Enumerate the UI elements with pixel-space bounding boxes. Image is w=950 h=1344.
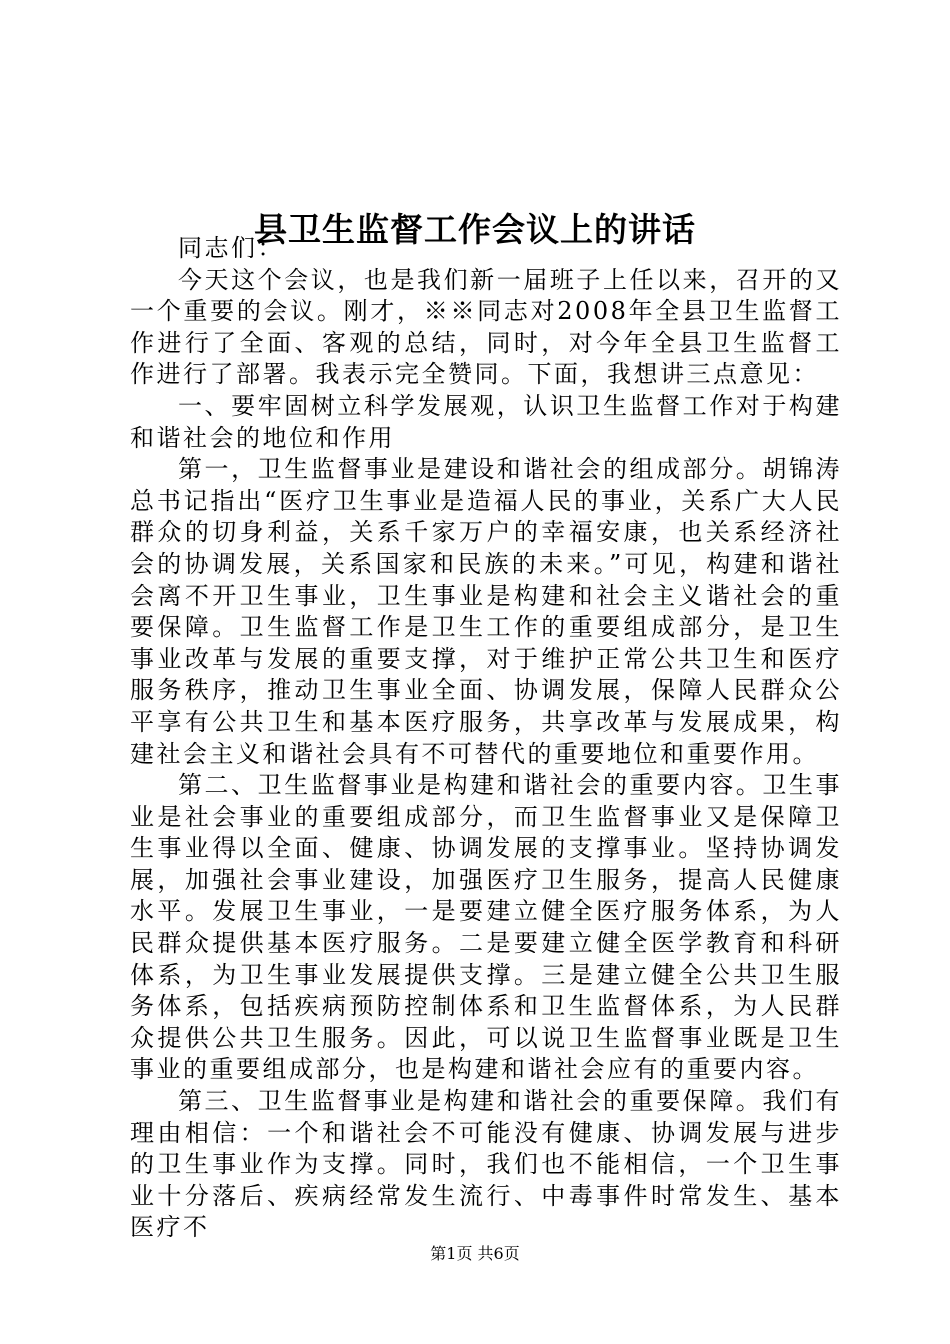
section-heading-1: 一、要牢固树立科学发展观，认识卫生监督工作对于构建和谐社会的地位和作用 <box>130 391 842 452</box>
paragraph-point-2: 第二、卫生监督事业是构建和谐社会的重要内容。卫生事业是社会事业的重要组成部分，而卫生监督事业又是保障卫生事业得以全面、健康、协调发展的支撑事业。坚持协调发展，加强社会事业建设，加强医疗卫生服务，提高人民健康水平。发展卫生事业，一是要建立健全医疗服务体系，为人民群众提供基本医疗服务。二是要建立健全医学教育和科研体系，为卫生事业发展提供支撑。三是建立健全公共卫生服务体系，包括疾病预防控制体系和卫生监督体系，为人民群众提供公共卫生服务。因此，可以说卫生监督事业既是卫生事业的重要组成部分，也是构建和谐社会应有的重要内容。 <box>130 771 842 1084</box>
document-title: 县卫生监督工作会议上的讲话 <box>254 210 696 250</box>
document-body <box>130 233 842 1244</box>
salutation: 同志们： <box>178 234 284 262</box>
paragraph-point-3: 第三、卫生监督事业是构建和谐社会的重要保障。我们有理由相信：一个和谐社会不可能没有健康、协调发展与进步的卫生事业作为支撑。同时，我们也不能相信，一个卫生事业十分落后、疾病经常发生流行、中毒事件时常发生、基本医疗不 <box>130 1087 842 1242</box>
paragraph-point-1: 第一，卫生监督事业是建设和谐社会的组成部分。胡锦涛总书记指出“医疗卫生事业是造福人民的事业，关系广大人民群众的切身利益，关系千家万户的幸福安康，也关系经济社会的协调发展，关系国家和民族的未来。”可见，构建和谐社会离不开卫生事业，卫生事业是构建和社会主义谐社会的重要保障。卫生监督工作是卫生工作的重要组成部分，是卫生事业改革与发展的重要支撑，对于维护正常公共卫生和医疗服务秩序，推动卫生事业全面、协调发展，保障人民群众公平享有公共卫生和基本医疗服务，共享改革与发展成果，构建社会主义和谐社会具有不可替代的重要地位和重要作用。 <box>130 455 842 768</box>
paragraph-intro: 今天这个会议，也是我们新一届班子上任以来，召开的又一个重要的会议。刚才，※※同志对2008年全县卫生监督工作进行了全面、客观的总结，同时，对今年全县卫生监督工作进行了部署。我表示完全赞同。下面，我想讲三点意见： <box>130 265 842 389</box>
page-number-footer: 第1页 共6页 <box>430 1244 520 1263</box>
